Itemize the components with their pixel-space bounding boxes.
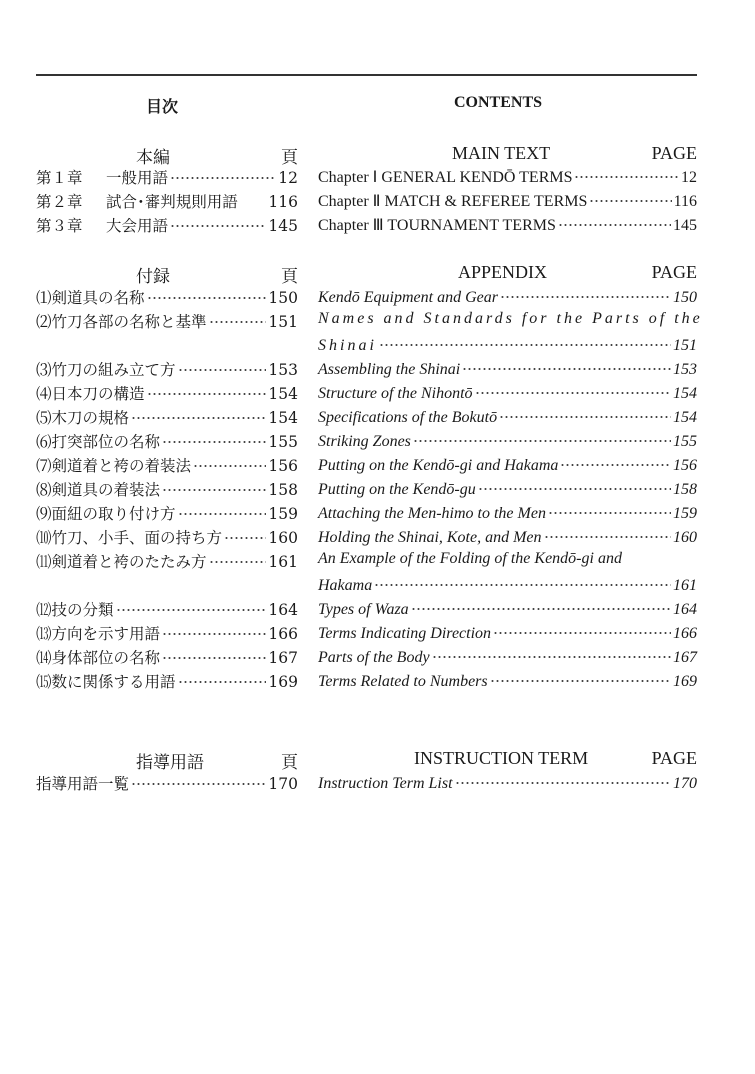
leader-dots bbox=[374, 574, 671, 590]
entry-label: Terms Indicating Direction bbox=[318, 625, 492, 642]
leader-dots bbox=[178, 672, 267, 688]
page-number: 158 bbox=[673, 481, 697, 498]
leader-dots bbox=[574, 166, 679, 182]
leader-dots bbox=[493, 622, 671, 638]
section-head-instruction-en bbox=[318, 748, 697, 772]
toc-entry[interactable] bbox=[36, 526, 298, 550]
page-number: 156 bbox=[673, 457, 697, 474]
toc-entry[interactable] bbox=[318, 406, 697, 430]
chapter-number: Chapter Ⅰ bbox=[318, 169, 378, 186]
leader-dots bbox=[224, 528, 266, 544]
entry-label: Terms Related to Numbers bbox=[318, 673, 488, 690]
entry-label: Putting on the Kendō-gi and Hakama bbox=[318, 457, 559, 474]
leader-dots bbox=[499, 406, 671, 422]
page-number: 170 bbox=[673, 775, 697, 792]
section-head-main-jp bbox=[36, 143, 298, 167]
chapter-number: Chapter Ⅲ bbox=[318, 217, 384, 234]
section-head-appendix-jp bbox=[36, 262, 298, 286]
section-head-main-en bbox=[318, 143, 697, 167]
toc-entry[interactable] bbox=[318, 166, 697, 190]
section-name: MAIN TEXT bbox=[452, 143, 551, 163]
entry-label: 指導用語一覧 bbox=[36, 775, 130, 793]
toc-entry[interactable] bbox=[36, 358, 298, 382]
page-number: 151 bbox=[268, 313, 298, 331]
page-number: 151 bbox=[673, 337, 697, 354]
section-head-instruction-jp bbox=[36, 748, 298, 772]
entry-label: Specifications of the Bokutō bbox=[318, 409, 498, 426]
leader-dots bbox=[209, 552, 267, 568]
section-name: INSTRUCTION TERM bbox=[414, 748, 589, 768]
toc-entry[interactable] bbox=[318, 478, 697, 502]
page-number: 164 bbox=[268, 601, 298, 619]
toc-entry[interactable] bbox=[318, 358, 697, 382]
entry-label: Hakama bbox=[318, 577, 373, 594]
page-number: 145 bbox=[268, 217, 298, 235]
entry-label: Striking Zones bbox=[318, 433, 411, 450]
toc-entry[interactable] bbox=[318, 214, 697, 238]
page-heading: 頁 bbox=[281, 753, 298, 773]
page-number: 160 bbox=[268, 529, 298, 547]
entry-label: ⑾剣道着と袴のたたみ方 bbox=[36, 553, 207, 571]
toc-title-jp: 目次 bbox=[146, 97, 179, 116]
page-number: 12 bbox=[278, 169, 298, 187]
entry-label: Types of Waza bbox=[318, 601, 409, 618]
toc-entry[interactable] bbox=[36, 310, 298, 334]
leader-dots bbox=[178, 504, 267, 520]
toc-entry[interactable] bbox=[36, 214, 298, 238]
page-number: 154 bbox=[673, 385, 697, 402]
leader-dots bbox=[240, 192, 267, 208]
leader-dots bbox=[170, 216, 266, 232]
chapter-number: 第１章 bbox=[36, 169, 83, 187]
leader-dots bbox=[500, 286, 671, 302]
page-number: 156 bbox=[268, 457, 298, 475]
entry-label: ⑼面紐の取り付け方 bbox=[36, 505, 176, 523]
toc-entry[interactable] bbox=[36, 190, 298, 214]
page-number: 155 bbox=[673, 433, 697, 450]
page-number: 170 bbox=[268, 775, 298, 793]
toc-entry[interactable] bbox=[36, 622, 298, 646]
leader-dots bbox=[478, 478, 671, 494]
page-heading: PAGE bbox=[651, 748, 697, 768]
entry-label: ⑵竹刀各部の名称と基準 bbox=[36, 313, 207, 331]
toc-entry[interactable] bbox=[36, 478, 298, 502]
entry-label: ⑽竹刀、小手、面の持ち方 bbox=[36, 529, 223, 547]
page-number: 150 bbox=[673, 289, 697, 306]
toc-entry[interactable] bbox=[318, 430, 697, 454]
entry-label: Shinai bbox=[318, 337, 377, 354]
toc-entry[interactable] bbox=[318, 382, 697, 406]
page-number: 116 bbox=[673, 193, 697, 210]
toc-entry[interactable] bbox=[36, 550, 298, 574]
leader-dots bbox=[475, 382, 671, 398]
leader-dots bbox=[379, 334, 671, 350]
toc-entry[interactable] bbox=[36, 502, 298, 526]
page-number: 159 bbox=[673, 505, 697, 522]
toc-entry[interactable] bbox=[318, 334, 697, 358]
page-heading: PAGE bbox=[651, 262, 697, 282]
leader-dots bbox=[560, 454, 671, 470]
entry-label: ⒂数に関係する用語 bbox=[36, 673, 176, 691]
toc-entry[interactable] bbox=[318, 646, 697, 670]
page-number: 160 bbox=[673, 529, 697, 546]
leader-dots bbox=[411, 598, 671, 614]
page-number: 154 bbox=[268, 385, 298, 403]
leader-dots bbox=[162, 480, 266, 496]
page-number: 167 bbox=[673, 649, 697, 666]
entry-label: ⑴剣道具の名称 bbox=[36, 289, 145, 307]
page-heading: PAGE bbox=[651, 143, 697, 163]
entry-label: Holding the Shinai, Kote, and Men bbox=[318, 529, 542, 546]
page-number: 161 bbox=[673, 577, 697, 594]
entry-label: Names and Standards for the Parts of the bbox=[318, 310, 703, 327]
entry-label: ⑸木刀の規格 bbox=[36, 409, 130, 427]
chapter-number: Chapter Ⅱ bbox=[318, 193, 381, 210]
page-number: 153 bbox=[268, 361, 298, 379]
leader-dots bbox=[193, 456, 266, 472]
entry-label: ⑹打突部位の名称 bbox=[36, 433, 161, 451]
entry-label: TOURNAMENT TERMS bbox=[387, 217, 556, 234]
page-number: 158 bbox=[268, 481, 298, 499]
page-number: 161 bbox=[268, 553, 298, 571]
entry-label: ⑿技の分類 bbox=[36, 601, 114, 619]
toc-entry[interactable] bbox=[36, 598, 298, 622]
page-number: 145 bbox=[673, 217, 697, 234]
leader-dots bbox=[490, 670, 671, 686]
chapter-number: 第３章 bbox=[36, 217, 83, 235]
chapter-number: 第２章 bbox=[36, 193, 83, 211]
leader-dots bbox=[131, 774, 266, 790]
leader-dots bbox=[455, 772, 671, 788]
entry-label: ⑺剣道着と袴の着装法 bbox=[36, 457, 192, 475]
toc-entry[interactable] bbox=[36, 430, 298, 454]
leader-dots bbox=[462, 358, 671, 374]
toc-entry[interactable] bbox=[36, 772, 298, 796]
page-number: 116 bbox=[268, 193, 298, 211]
section-name: 本編 bbox=[136, 148, 170, 168]
leader-dots bbox=[178, 360, 267, 376]
entry-label: Assembling the Shinai bbox=[318, 361, 461, 378]
toc-entry[interactable] bbox=[318, 502, 697, 526]
toc-entry[interactable] bbox=[318, 454, 697, 478]
page-number: 150 bbox=[268, 289, 298, 307]
entry-label: MATCH & REFEREE TERMS bbox=[384, 193, 588, 210]
leader-dots bbox=[162, 648, 266, 664]
section-name: 付録 bbox=[136, 267, 170, 287]
entry-label: ⑷日本刀の構造 bbox=[36, 385, 145, 403]
entry-label: Attaching the Men-himo to the Men bbox=[318, 505, 546, 522]
page-number: 155 bbox=[268, 433, 298, 451]
toc-entry[interactable] bbox=[36, 406, 298, 430]
leader-dots bbox=[116, 600, 267, 616]
page-number: 159 bbox=[268, 505, 298, 523]
leader-dots bbox=[170, 168, 276, 184]
leader-dots bbox=[558, 214, 671, 230]
page-number: 169 bbox=[673, 673, 697, 690]
entry-label: ⑻剣道具の着装法 bbox=[36, 481, 161, 499]
toc-entry[interactable] bbox=[318, 772, 697, 796]
leader-dots bbox=[147, 384, 267, 400]
toc-title-en: CONTENTS bbox=[454, 94, 543, 111]
toc-entry[interactable] bbox=[318, 670, 697, 694]
toc-entry[interactable] bbox=[318, 598, 697, 622]
entry-label: 試合･審判規則用語 bbox=[106, 193, 238, 211]
page-heading: 頁 bbox=[281, 148, 298, 168]
page-number: 153 bbox=[673, 361, 697, 378]
entry-label: ⑶竹刀の組み立て方 bbox=[36, 361, 176, 379]
toc-entry[interactable] bbox=[318, 190, 697, 214]
leader-dots bbox=[209, 312, 267, 328]
leader-dots bbox=[432, 646, 671, 662]
entry-label: An Example of the Folding of the Kendō-gi and bbox=[318, 550, 622, 567]
toc-entry[interactable] bbox=[318, 526, 697, 550]
toc-entry[interactable] bbox=[36, 382, 298, 406]
entry-label: 一般用語 bbox=[106, 169, 169, 187]
entry-label: 大会用語 bbox=[106, 217, 169, 235]
toc-entry[interactable] bbox=[36, 670, 298, 694]
entry-label: ⒁身体部位の名称 bbox=[36, 649, 161, 667]
leader-dots bbox=[147, 288, 267, 304]
leader-dots bbox=[162, 432, 266, 448]
top-rule bbox=[36, 74, 697, 76]
entry-label: Putting on the Kendō-gu bbox=[318, 481, 476, 498]
page-number: 164 bbox=[673, 601, 697, 618]
leader-dots bbox=[413, 430, 671, 446]
toc-entry[interactable] bbox=[36, 286, 298, 310]
page-heading: 頁 bbox=[281, 267, 298, 287]
leader-dots bbox=[548, 502, 671, 518]
page-number: 169 bbox=[268, 673, 298, 691]
toc-entry[interactable] bbox=[36, 646, 298, 670]
page-number: 154 bbox=[673, 409, 697, 426]
toc-entry[interactable] bbox=[36, 166, 298, 190]
page-number: 154 bbox=[268, 409, 298, 427]
toc-entry[interactable] bbox=[36, 454, 298, 478]
section-head-appendix-en bbox=[318, 262, 697, 286]
leader-dots bbox=[589, 190, 671, 206]
toc-entry[interactable] bbox=[318, 286, 697, 310]
toc-entry[interactable] bbox=[318, 574, 697, 598]
page-number: 12 bbox=[681, 169, 697, 186]
section-name: 指導用語 bbox=[136, 753, 204, 773]
leader-dots bbox=[131, 408, 266, 424]
page-number: 167 bbox=[268, 649, 298, 667]
leader-dots bbox=[544, 526, 671, 542]
toc-entry[interactable] bbox=[318, 622, 697, 646]
leader-dots bbox=[162, 624, 266, 640]
section-name: APPENDIX bbox=[458, 262, 548, 282]
page-number: 166 bbox=[268, 625, 298, 643]
entry-label: ⒀方向を示す用語 bbox=[36, 625, 161, 643]
entry-label: Structure of the Nihontō bbox=[318, 385, 473, 402]
page-number: 166 bbox=[673, 625, 697, 642]
toc-entry[interactable] bbox=[318, 550, 697, 574]
toc-entry[interactable] bbox=[318, 310, 703, 334]
entry-label: Parts of the Body bbox=[318, 649, 430, 666]
entry-label: Instruction Term List bbox=[318, 775, 453, 792]
entry-label: Kendō Equipment and Gear bbox=[318, 289, 498, 306]
entry-label: GENERAL KENDŌ TERMS bbox=[381, 169, 573, 186]
